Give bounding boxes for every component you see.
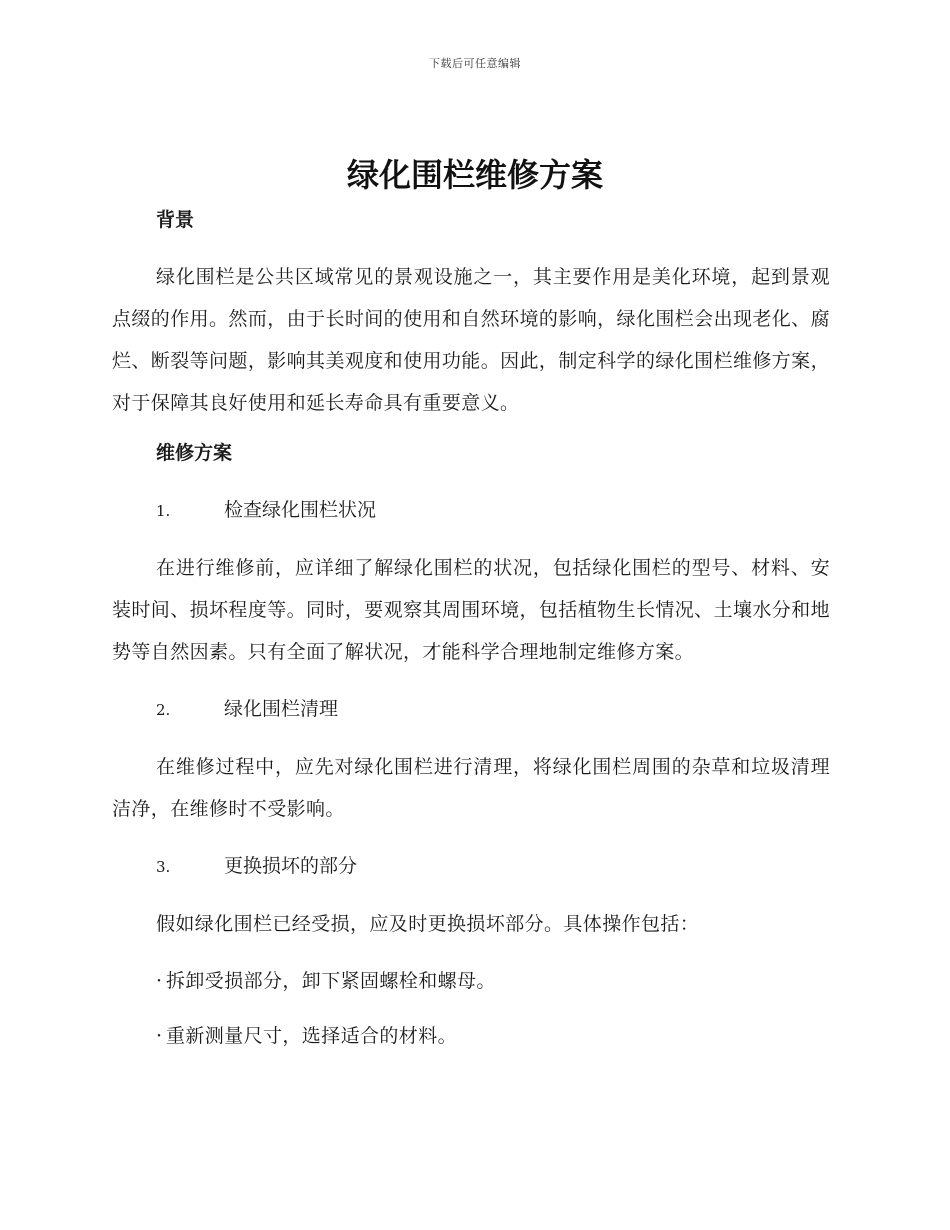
step-1-title: 检查绿化围栏状况 <box>224 499 377 521</box>
step-2-paragraph: 在维修过程中，应先对绿化围栏进行清理，将绿化围栏周围的杂草和垃圾清理洁净，在维修时不受影响。 <box>112 756 830 820</box>
bullet-text: 重新测量尺寸，选择适合的材料。 <box>166 1025 458 1047</box>
bullet-icon: · <box>156 1025 163 1047</box>
step-3-heading <box>112 845 830 888</box>
step-2-heading <box>112 688 830 731</box>
bullet-item <box>112 1015 830 1057</box>
document-title: 绿化围栏维修方案 <box>346 156 603 194</box>
section-heading-plan: 维修方案 <box>156 442 233 464</box>
step-2-number: 2. <box>156 701 171 719</box>
step-1-heading <box>112 489 830 532</box>
header-note: 下载后可任意编辑 <box>429 57 521 70</box>
step-1-paragraph: 在进行维修前，应详细了解绿化围栏的状况，包括绿化围栏的型号、材料、安装时间、损坏程度等。同时，要观察其周围环境，包括植物生长情况、土壤水分和地势等自然因素。只有全面了解状况，才能科学合理地制定维修方案。 <box>112 557 830 663</box>
bullet-item <box>112 960 830 1002</box>
bullet-text: 拆卸受损部分，卸下紧固螺栓和螺母。 <box>166 970 496 992</box>
step-3-title: 更换损坏的部分 <box>224 855 358 877</box>
section-heading-background: 背景 <box>156 209 195 231</box>
step-1-number: 1. <box>156 502 171 520</box>
step-3-paragraph: 假如绿化围栏已经受损，应及时更换损坏部分。具体操作包括： <box>156 913 700 935</box>
background-paragraph: 绿化围栏是公共区域常见的景观设施之一，其主要作用是美化环境，起到景观点缀的作用。然而，由于长时间的使用和自然环境的影响，绿化围栏会出现老化、腐烂、断裂等问题，影响其美观度和使用功能。因此，制定科学的绿化围栏维修方案，对于保障其良好使用和延长寿命具有重要意义。 <box>112 266 830 414</box>
bullet-icon: · <box>156 970 163 992</box>
document-body <box>112 200 830 1070</box>
step-3-number: 3. <box>156 858 171 876</box>
step-2-title: 绿化围栏清理 <box>224 698 339 720</box>
